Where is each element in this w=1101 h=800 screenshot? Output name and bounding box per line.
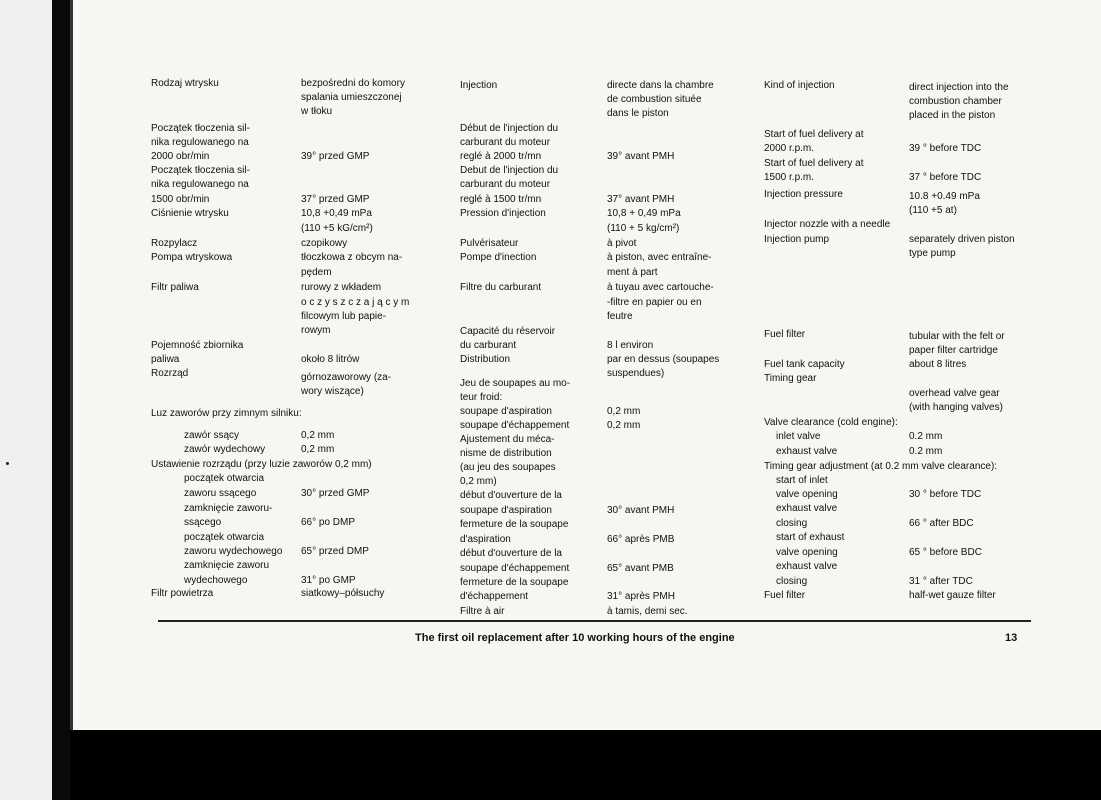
- polish-spec-label: początek otwarcia: [184, 532, 265, 543]
- french-spec-label: Filtre du carburant: [460, 282, 542, 293]
- polish-spec-label: zawór ssący: [184, 430, 240, 441]
- french-spec-value: directe dans la chambre: [607, 80, 714, 91]
- polish-spec-label: zawór wydechowy: [184, 444, 266, 455]
- french-spec-label: d'échappement: [460, 591, 529, 602]
- polish-spec-label: Rozpylacz: [151, 238, 198, 249]
- french-spec-label: Jeu de soupapes au mo-: [460, 378, 571, 389]
- english-spec-label: Kind of injection: [764, 80, 835, 91]
- polish-spec-value: wory wiszące): [301, 386, 364, 397]
- french-spec-label: Injection: [460, 80, 498, 91]
- english-spec-label: closing: [776, 518, 808, 529]
- english-spec-label: start of exhaust: [776, 532, 845, 543]
- polish-spec-label: początek otwarcia: [184, 473, 265, 484]
- polish-spec-value: (110 +5 kG/cm²): [301, 223, 373, 234]
- french-spec-label: Pulvérisateur: [460, 238, 519, 249]
- french-spec-value: 65° avant PMB: [607, 563, 674, 574]
- polish-spec-value: spalania umieszczonej: [301, 92, 402, 103]
- english-spec-label: exhaust valve: [776, 561, 838, 572]
- english-spec-value: paper filter cartridge: [909, 345, 998, 356]
- english-spec-label: Timing gear: [764, 373, 817, 384]
- french-spec-value: 37° avant PMH: [607, 194, 675, 205]
- french-spec-label: soupape d'échappement: [460, 563, 570, 574]
- english-spec-value: placed in the piston: [909, 110, 996, 121]
- polish-spec-value: czopikowy: [301, 238, 348, 249]
- polish-spec-label: zaworu wydechowego: [184, 546, 283, 557]
- adjacent-page-margin: [0, 0, 52, 800]
- polish-spec-label: Początek tłoczenia sil-: [151, 165, 250, 176]
- polish-spec-label: Filtr paliwa: [151, 282, 199, 293]
- english-spec-value: tubular with the felt or: [909, 331, 1005, 342]
- french-spec-label: Ajustement du méca-: [460, 434, 555, 445]
- english-spec-label: 2000 r.p.m.: [764, 143, 815, 154]
- french-spec-label: soupape d'aspiration: [460, 505, 552, 516]
- polish-spec-value: 0,2 mm: [301, 430, 335, 441]
- polish-spec-value: bezpośredni do komory: [301, 78, 405, 89]
- french-spec-value: de combustion située: [607, 94, 702, 105]
- page-number: 13: [1005, 632, 1018, 644]
- french-spec-value: à piston, avec entraîne-: [607, 252, 712, 263]
- french-spec-value: (110 + 5 kg/cm²): [607, 223, 680, 234]
- french-spec-value: 39° avant PMH: [607, 151, 675, 162]
- english-spec-value: 30 ° before TDC: [909, 489, 982, 500]
- polish-spec-value: tłoczkowa z obcym na-: [301, 252, 403, 263]
- english-spec-value: 31 ° after TDC: [909, 576, 973, 587]
- polish-spec-value: 30° przed GMP: [301, 488, 370, 499]
- french-spec-label: début d'ouverture de la: [460, 548, 562, 559]
- english-spec-label: start of inlet: [776, 475, 828, 486]
- french-spec-label: Capacité du réservoir: [460, 326, 556, 337]
- footer-note: The first oil replacement after 10 working hours of the engine: [415, 632, 735, 644]
- french-spec-label: Pompe d'inection: [460, 252, 537, 263]
- french-spec-value: feutre: [607, 311, 633, 322]
- french-spec-value: 0,2 mm: [607, 420, 641, 431]
- footer-rule: [158, 620, 1031, 622]
- french-spec-label: Pression d'injection: [460, 208, 546, 219]
- polish-spec-value: 10,8 +0,49 mPa: [301, 208, 372, 219]
- french-spec-label: fermeture de la soupape: [460, 519, 569, 530]
- french-spec-label: d'aspiration: [460, 534, 511, 545]
- french-spec-label: soupape d'échappement: [460, 420, 570, 431]
- english-spec-value: half-wet gauze filter: [909, 590, 996, 601]
- polish-spec-label: zamknięcie zaworu-: [184, 503, 273, 514]
- polish-spec-label: Filtr powietrza: [151, 588, 214, 599]
- french-spec-value: 66° après PMB: [607, 534, 675, 545]
- french-spec-label: soupape d'aspiration: [460, 406, 552, 417]
- english-spec-label: closing: [776, 576, 808, 587]
- english-spec-value: about 8 litres: [909, 359, 967, 370]
- page-gutter: [70, 0, 73, 730]
- english-spec-value: 39 ° before TDC: [909, 143, 982, 154]
- french-spec-value: suspendues): [607, 368, 665, 379]
- french-spec-label: début d'ouverture de la: [460, 490, 562, 501]
- polish-spec-value: górnozaworowy (za-: [301, 372, 392, 383]
- english-spec-value: direct injection into the: [909, 82, 1009, 93]
- polish-spec-value: 31° po GMP: [301, 575, 356, 586]
- polish-spec-label: 2000 obr/min: [151, 151, 210, 162]
- french-spec-value: 0,2 mm: [607, 406, 641, 417]
- english-spec-label: exhaust valve: [776, 503, 838, 514]
- english-spec-value: 66 ° after BDC: [909, 518, 974, 529]
- english-spec-label: Start of fuel delivery at: [764, 158, 864, 169]
- french-spec-value: 30° avant PMH: [607, 505, 675, 516]
- polish-spec-label: Początek tłoczenia sil-: [151, 123, 250, 134]
- english-spec-value: type pump: [909, 248, 956, 259]
- french-spec-label: nisme de distribution: [460, 448, 552, 459]
- polish-spec-value: 39° przed GMP: [301, 151, 370, 162]
- french-spec-label: Distribution: [460, 354, 511, 365]
- french-spec-value: -filtre en papier ou en: [607, 297, 702, 308]
- english-spec-value: 37 ° before TDC: [909, 172, 982, 183]
- english-spec-label: Fuel filter: [764, 590, 806, 601]
- polish-spec-label: Rodzaj wtrysku: [151, 78, 219, 89]
- english-spec-value: 0.2 mm: [909, 431, 943, 442]
- polish-spec-label: Pojemność zbiornika: [151, 340, 244, 351]
- polish-spec-label: Pompa wtryskowa: [151, 252, 233, 263]
- french-spec-value: 31° après PMH: [607, 591, 675, 602]
- english-spec-label: Valve clearance (cold engine):: [764, 417, 898, 428]
- polish-spec-label: paliwa: [151, 354, 180, 365]
- polish-spec-label: zaworu ssącego: [184, 488, 257, 499]
- french-spec-value: à tuyau avec cartouche-: [607, 282, 714, 293]
- english-spec-label: Fuel tank capacity: [764, 359, 845, 370]
- book-spine-shadow: [52, 0, 70, 800]
- french-spec-label: carburant du moteur: [460, 179, 551, 190]
- polish-spec-label: wydechowego: [184, 575, 248, 586]
- margin-speck: [6, 462, 9, 465]
- english-spec-value: (110 +5 at): [909, 205, 957, 216]
- french-spec-label: fermeture de la soupape: [460, 577, 569, 588]
- english-spec-label: 1500 r.p.m.: [764, 172, 815, 183]
- polish-spec-value: filcowym lub papie-: [301, 311, 387, 322]
- polish-spec-value: 37° przed GMP: [301, 194, 370, 205]
- english-spec-value: (with hanging valves): [909, 402, 1003, 413]
- polish-spec-value: pędem: [301, 267, 332, 278]
- polish-spec-value: 0,2 mm: [301, 444, 335, 455]
- polish-spec-value: około 8 litrów: [301, 354, 360, 365]
- french-spec-value: dans le piston: [607, 108, 669, 119]
- polish-spec-label: 1500 obr/min: [151, 194, 210, 205]
- english-spec-label: Injection pressure: [764, 189, 843, 200]
- english-spec-value: overhead valve gear: [909, 388, 1000, 399]
- polish-spec-label: Ustawienie rozrządu (przy luzie zaworów 0,2 mm): [151, 459, 372, 470]
- english-spec-value: 0.2 mm: [909, 446, 943, 457]
- english-spec-label: inlet valve: [776, 431, 821, 442]
- english-spec-label: Timing gear adjustment (at 0.2 mm valve clearance):: [764, 461, 998, 472]
- english-spec-label: exhaust valve: [776, 446, 838, 457]
- french-spec-label: 0,2 mm): [460, 476, 497, 487]
- french-spec-label: teur froid:: [460, 392, 503, 403]
- french-spec-value: ment à part: [607, 267, 658, 278]
- french-spec-label: Filtre à air: [460, 606, 505, 617]
- polish-spec-value: o c z y s z c z a j ą c y m: [301, 297, 410, 308]
- french-spec-label: carburant du moteur: [460, 137, 551, 148]
- polish-spec-value: 65° przed DMP: [301, 546, 369, 557]
- english-spec-label: Fuel filter: [764, 329, 806, 340]
- english-spec-value: 10.8 +0.49 mPa: [909, 191, 980, 202]
- polish-spec-value: siatkowy–półsuchy: [301, 588, 385, 599]
- english-spec-value: 65 ° before BDC: [909, 547, 982, 558]
- english-spec-value: combustion chamber: [909, 96, 1002, 107]
- polish-spec-value: rurowy z wkładem: [301, 282, 382, 293]
- english-spec-label: Injection pump: [764, 234, 830, 245]
- french-spec-value: à pivot: [607, 238, 637, 249]
- polish-spec-label: Rozrząd: [151, 368, 189, 379]
- english-spec-label: Start of fuel delivery at: [764, 129, 864, 140]
- polish-spec-value: 66° po DMP: [301, 517, 356, 528]
- polish-spec-value: w tłoku: [301, 106, 333, 117]
- polish-spec-label: nika regulowanego na: [151, 179, 249, 190]
- french-spec-label: du carburant: [460, 340, 517, 351]
- english-spec-label: valve opening: [776, 547, 838, 558]
- french-spec-value: 8 l environ: [607, 340, 654, 351]
- polish-spec-label: Luz zaworów przy zimnym silniku:: [151, 408, 302, 419]
- polish-spec-label: ssącego: [184, 517, 222, 528]
- french-spec-value: par en dessus (soupapes: [607, 354, 720, 365]
- french-spec-value: 10,8 + 0,49 mPa: [607, 208, 681, 219]
- french-spec-label: reglé à 1500 tr/mn: [460, 194, 542, 205]
- french-spec-label: (au jeu des soupapes: [460, 462, 556, 473]
- polish-spec-label: nika regulowanego na: [151, 137, 249, 148]
- french-spec-label: Début de l'injection du: [460, 123, 559, 134]
- polish-spec-label: zamknięcie zaworu: [184, 560, 270, 571]
- french-spec-value: à tamis, demi sec.: [607, 606, 688, 617]
- english-spec-label: Injector nozzle with a needle: [764, 219, 891, 230]
- polish-spec-label: Ciśnienie wtrysku: [151, 208, 229, 219]
- english-spec-label: valve opening: [776, 489, 838, 500]
- french-spec-label: reglé à 2000 tr/mn: [460, 151, 542, 162]
- english-spec-value: separately driven piston: [909, 234, 1015, 245]
- french-spec-label: Debut de l'injection du: [460, 165, 559, 176]
- polish-spec-value: rowym: [301, 325, 331, 336]
